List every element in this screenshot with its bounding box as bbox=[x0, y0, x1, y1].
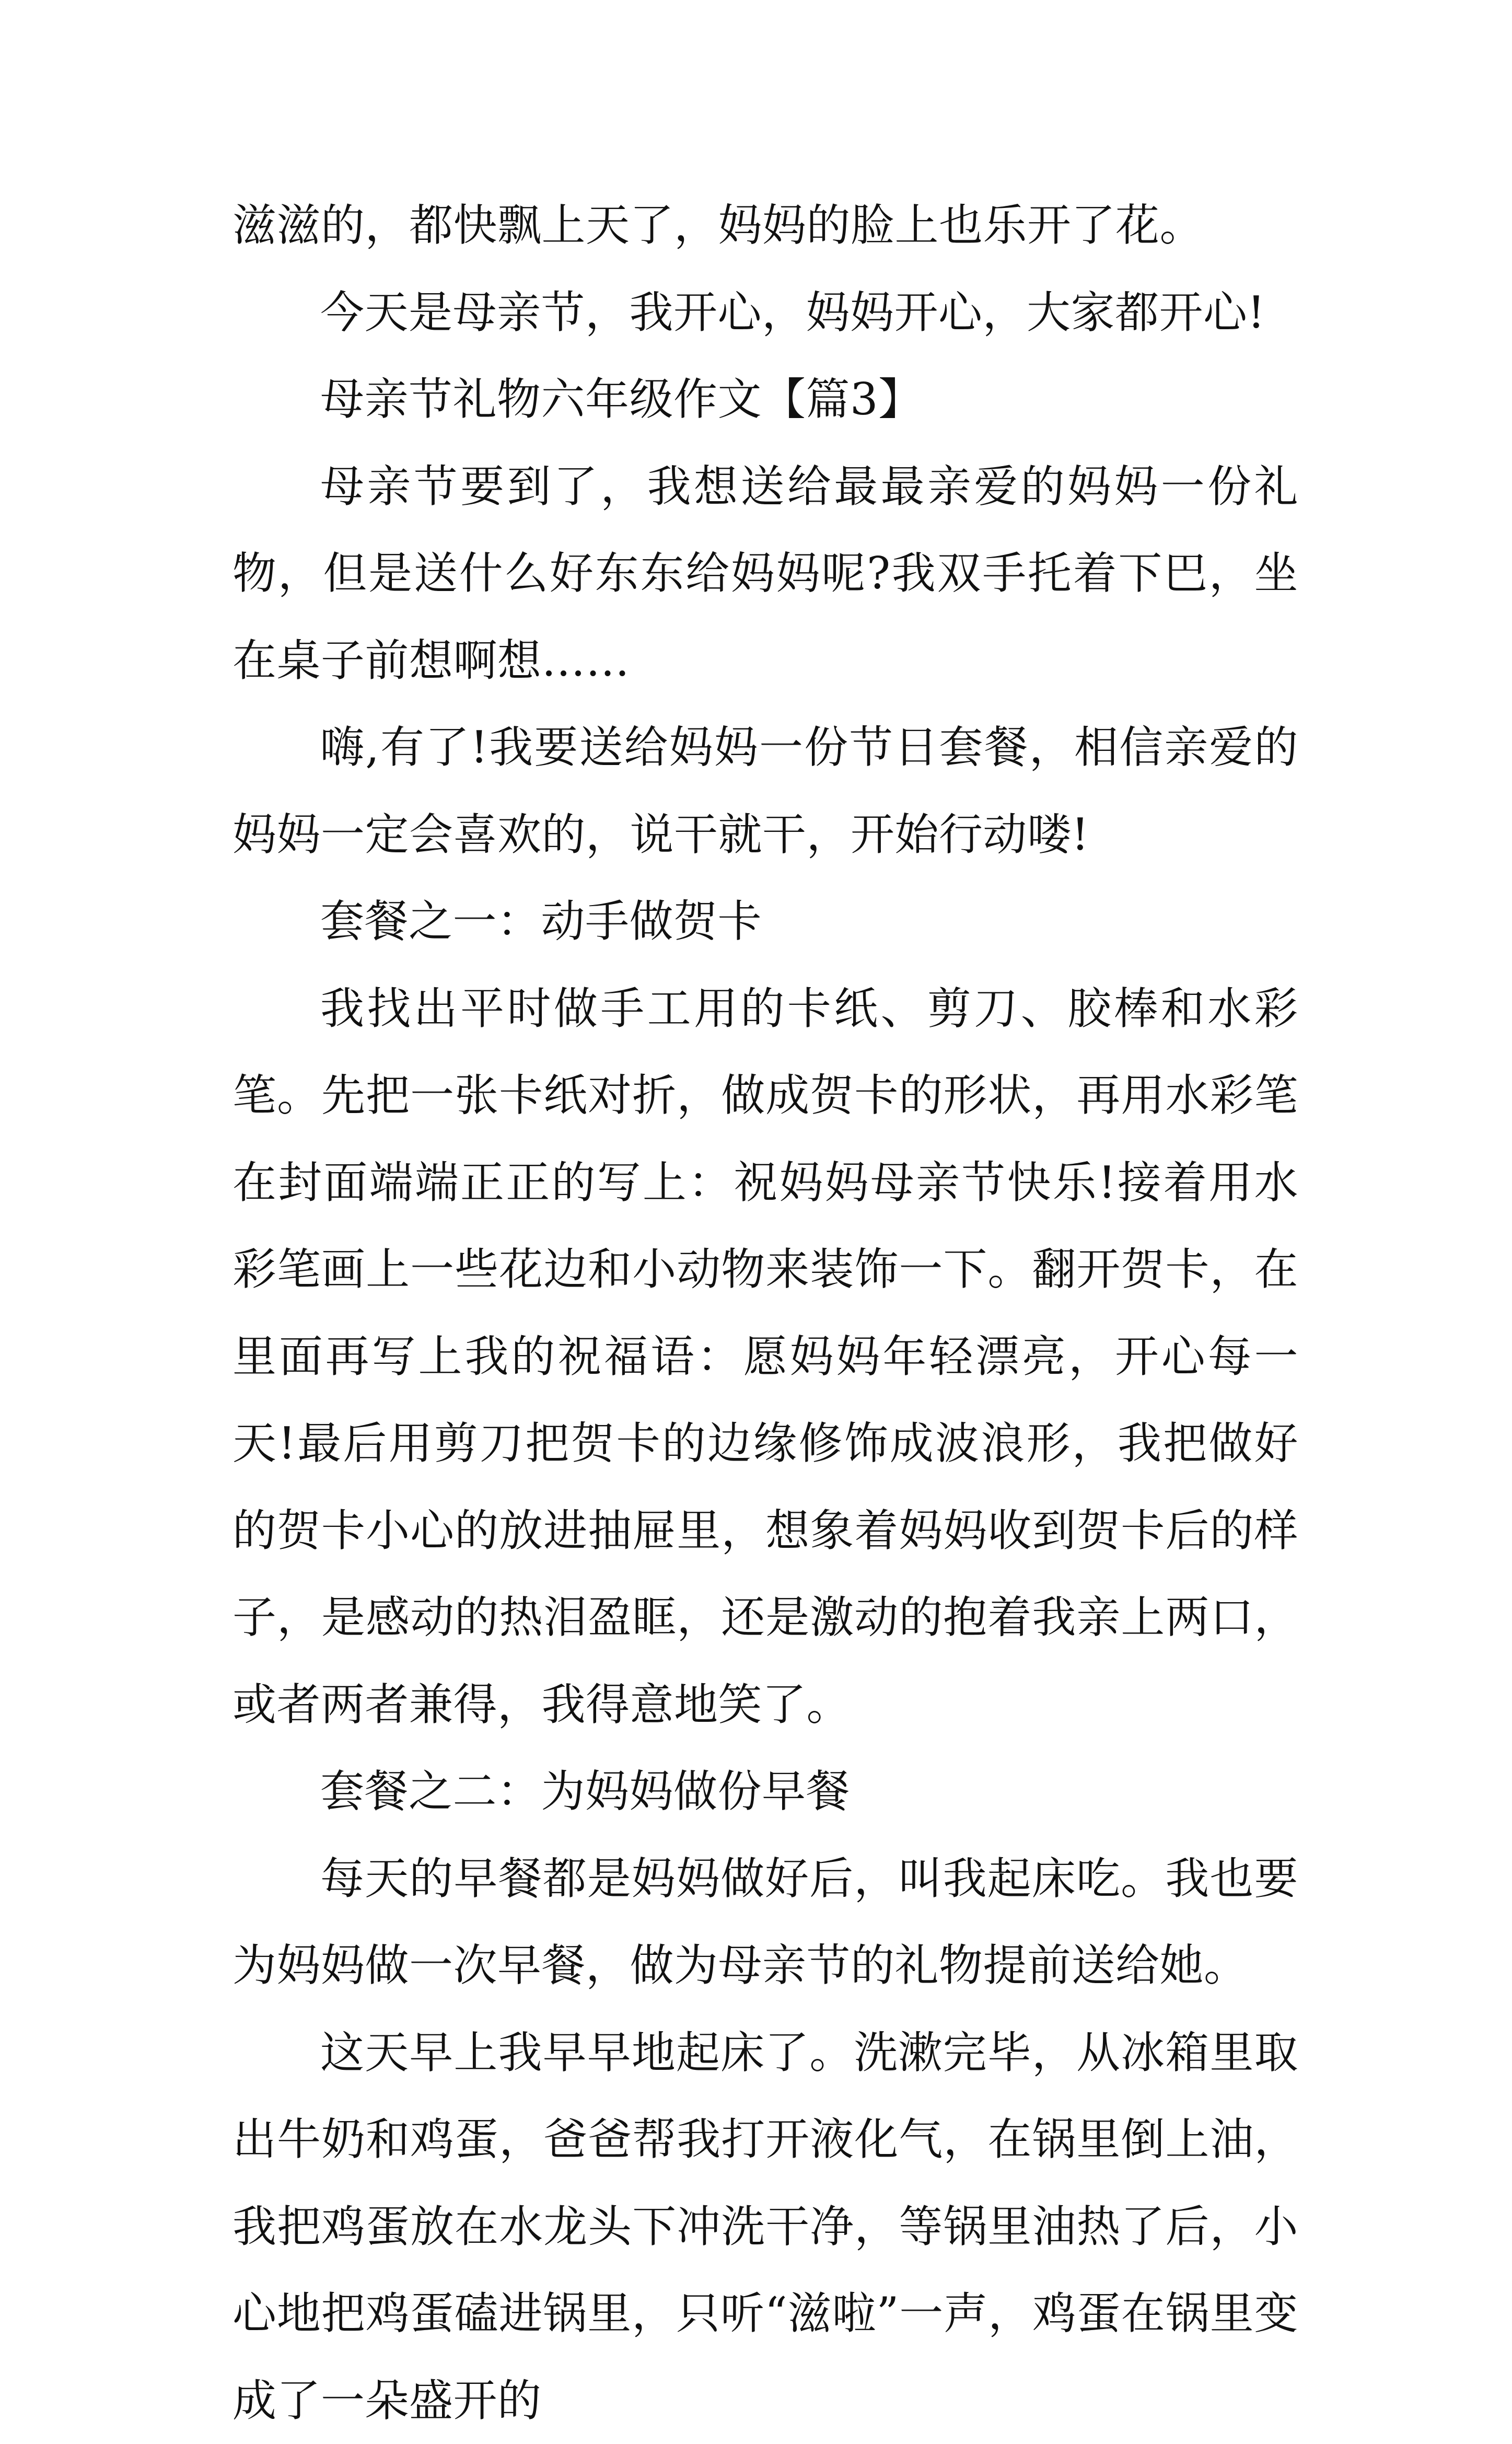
paragraph: 我找出平时做手工用的卡纸、剪刀、胶棒和水彩笔。先把一张卡纸对折，做成贺卡的形状，再用水彩笔在封面端端正正的写上：祝妈妈母亲节快乐!接着用水彩笔画上一些花边和小动物来装饰一下。翻开贺卡，在里面再写上我的祝福语：愿妈妈年轻漂亮，开心每一天!最后用剪刀把贺卡的边缘修饰成波浪形，我把做好的贺卡小心的放进抽屉里，想象着妈妈收到贺卡后的样子，是感动的热泪盈眶，还是激动的抱着我亲上两口，或者两者兼得，我得意地笑了。 bbox=[232, 965, 1298, 1748]
paragraph-continuation: 滋滋的，都快飘上天了，妈妈的脸上也乐开了花。 bbox=[232, 182, 1298, 269]
paragraph: 嗨,有了!我要送给妈妈一份节日套餐，相信亲爱的妈妈一定会喜欢的，说干就干，开始行动喽! bbox=[232, 704, 1298, 878]
document-body bbox=[232, 182, 1298, 2444]
paragraph: 这天早上我早早地起床了。洗漱完毕，从冰箱里取出牛奶和鸡蛋，爸爸帮我打开液化气，在锅里倒上油，我把鸡蛋放在水龙头下冲洗干净，等锅里油热了后，小心地把鸡蛋磕进锅里，只听“滋啦”一声，鸡蛋在锅里变成了一朵盛开的 bbox=[232, 2009, 1298, 2444]
paragraph: 母亲节要到了，我想送给最最亲爱的妈妈一份礼物，但是送什么好东东给妈妈呢?我双手托着下巴，坐在桌子前想啊想…… bbox=[232, 443, 1298, 704]
subheading-set-two: 套餐之二：为妈妈做份早餐 bbox=[232, 1748, 1298, 1835]
paragraph: 每天的早餐都是妈妈做好后，叫我起床吃。我也要为妈妈做一次早餐，做为母亲节的礼物提前送给她。 bbox=[232, 1835, 1298, 2009]
subheading-set-one: 套餐之一：动手做贺卡 bbox=[232, 878, 1298, 965]
paragraph: 今天是母亲节，我开心，妈妈开心，大家都开心! bbox=[232, 269, 1298, 356]
section-heading: 母亲节礼物六年级作文【篇3】 bbox=[232, 356, 1298, 443]
